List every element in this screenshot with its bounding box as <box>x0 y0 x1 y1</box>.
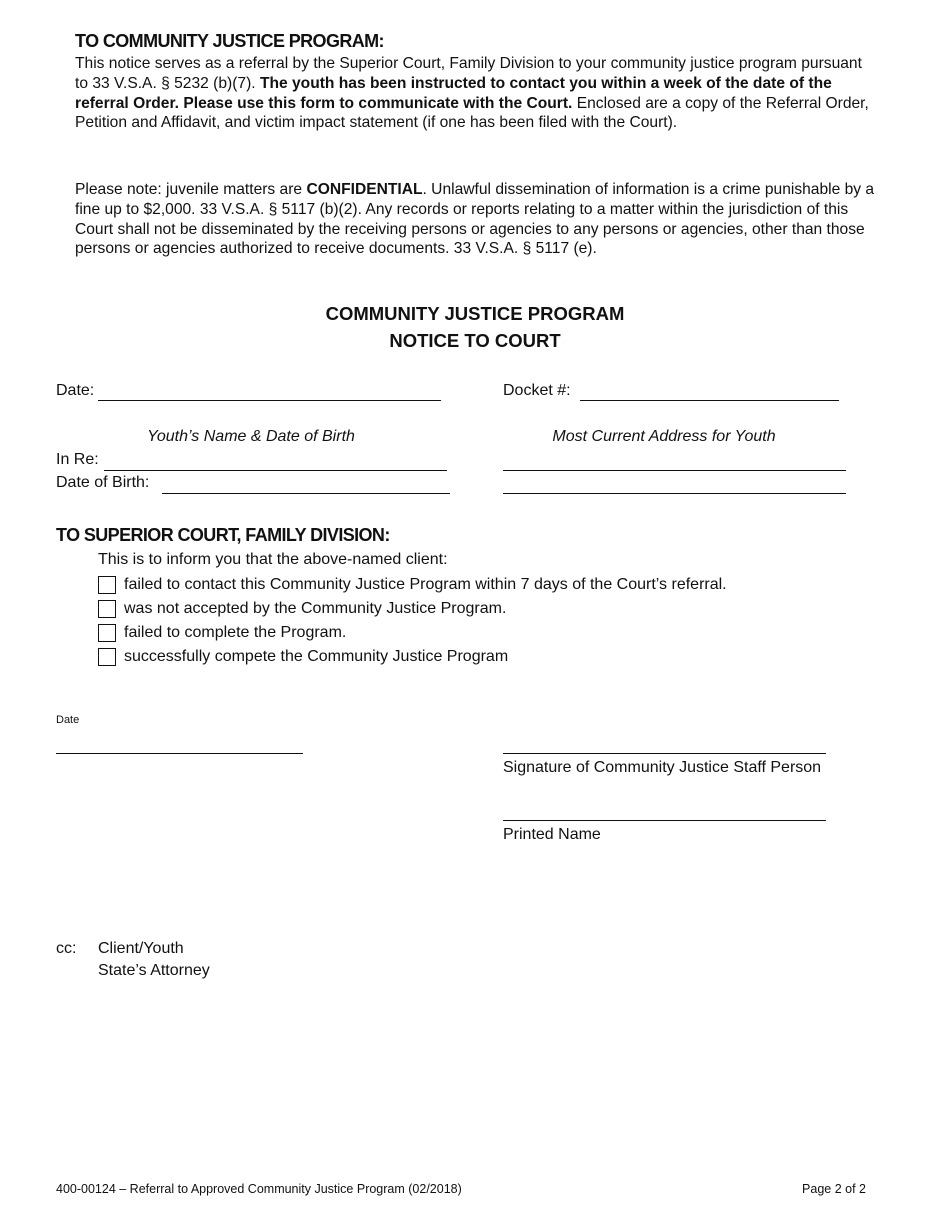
court-heading: TO SUPERIOR COURT, FAMILY DIVISION: <box>56 525 390 545</box>
docket-label: Docket #: <box>503 382 571 399</box>
intro-paragraph-1 <box>75 54 875 133</box>
youth-name-caption: Youth’s Name & Date of Birth <box>147 428 355 445</box>
address-field-line1[interactable] <box>503 470 846 471</box>
cc-label: cc: <box>56 940 77 957</box>
intro-paragraph-2 <box>75 180 875 259</box>
intro-p1-bold: The youth has been instructed to contact you within a week of the date of the referral Order. Please use this form to communicate with the Court. <box>75 74 832 112</box>
inform-text: This is to inform you that the above-named client: <box>98 551 448 568</box>
cc-recipient-client: Client/Youth <box>98 940 184 957</box>
address-field-line2[interactable] <box>503 493 846 494</box>
option-label: was not accepted by the Community Justice Program. <box>124 600 507 617</box>
inre-field[interactable] <box>104 470 447 471</box>
footer-page-number: Page 2 of 2 <box>802 1182 866 1196</box>
form-title-line1: COMMUNITY JUSTICE PROGRAM <box>325 303 625 324</box>
inre-label: In Re: <box>56 451 99 468</box>
intro-p1-text-end: Enclosed are a copy of the Referral Order, Petition and Affidavit, and victim impact statement (if one has been filed with the Court). <box>75 94 869 132</box>
checkbox-no-contact[interactable] <box>98 576 116 594</box>
printed-name-field[interactable] <box>503 820 826 821</box>
option-label: failed to complete the Program. <box>124 624 347 641</box>
dob-field[interactable] <box>162 493 450 494</box>
intro-heading: TO COMMUNITY JUSTICE PROGRAM: <box>75 31 384 51</box>
status-option-completed[interactable] <box>98 645 727 669</box>
checkbox-not-accepted[interactable] <box>98 600 116 618</box>
signature-date-label: Date <box>56 714 80 726</box>
signature-label: Signature of Community Justice Staff Person <box>503 759 822 776</box>
date-field[interactable] <box>98 400 441 401</box>
status-option-not-completed[interactable] <box>98 621 727 645</box>
printed-name-label: Printed Name <box>503 826 601 843</box>
status-options <box>98 573 727 669</box>
checkbox-completed[interactable] <box>98 648 116 666</box>
checkbox-not-completed[interactable] <box>98 624 116 642</box>
youth-address-caption: Most Current Address for Youth <box>552 428 776 445</box>
confidential-label: CONFIDENTIAL <box>306 181 423 198</box>
dob-label: Date of Birth: <box>56 474 150 491</box>
docket-field[interactable] <box>580 400 839 401</box>
cc-recipient-attorney: State’s Attorney <box>98 962 210 979</box>
signature-field[interactable] <box>503 753 826 754</box>
intro-p2-text: Please note: juvenile matters are <box>75 181 307 198</box>
intro-p2-text-end: . Unlawful dissemination of information is a crime punishable by a fine up to $2,000. 33 V.S.A. § 5117 (b)(2). Any records or reports relating to a matter within the jurisdiction of this Court shall not be disseminated by the receiving persons or agencies to any persons or agencies, other than those persons or agencies authorized to receive documents. 33 V.S.A. § 5117 (e). <box>75 181 875 258</box>
status-option-no-contact[interactable] <box>98 573 727 597</box>
signature-date-field[interactable] <box>56 753 303 754</box>
option-label: failed to contact this Community Justice Program within 7 days of the Court’s referral. <box>124 576 727 593</box>
form-title-line2: NOTICE TO COURT <box>389 330 561 351</box>
intro-p1-text: This notice serves as a referral by the Superior Court, Family Division to your community justice program pursuant to 33 V.S.A. § 5232 (b)(7). <box>75 55 862 92</box>
status-option-not-accepted[interactable] <box>98 597 727 621</box>
footer-form-id: 400-00124 – Referral to Approved Community Justice Program (02/2018) <box>56 1182 462 1196</box>
option-label: successfully compete the Community Justice Program <box>124 648 509 665</box>
date-label: Date: <box>56 382 95 399</box>
